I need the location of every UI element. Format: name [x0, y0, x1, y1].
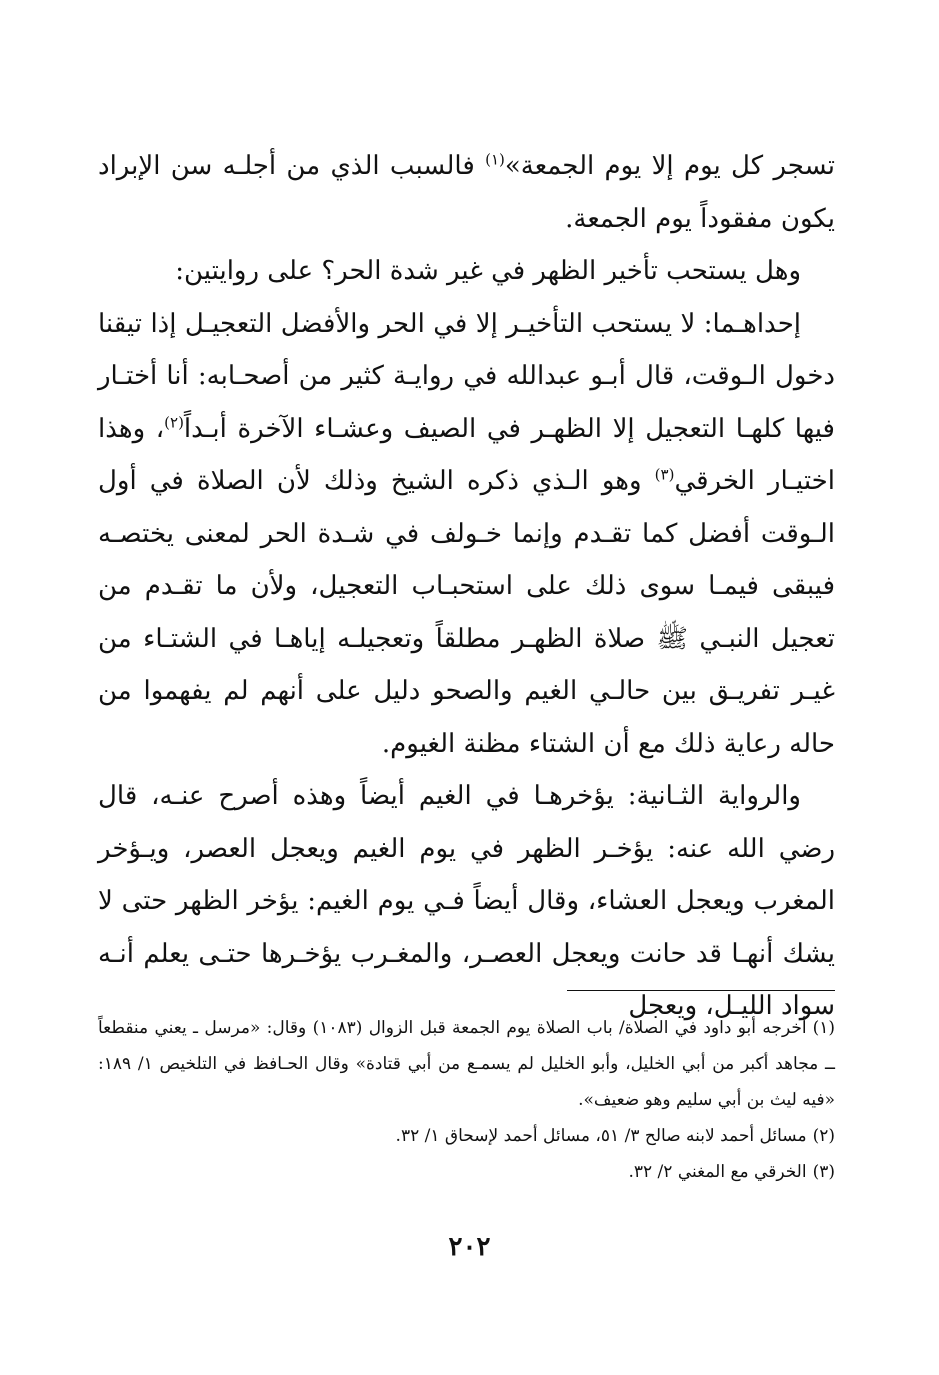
paragraph-3 [98, 298, 835, 771]
page-number: ٢٠٢ [448, 1232, 491, 1262]
main-text [98, 140, 835, 1033]
footnote-separator [567, 990, 835, 991]
footnotes [98, 1010, 835, 1190]
paragraph-3-text-c: وهو الـذي ذكره الشيخ وذلك لأن الصلاة في أول الـوقت أفضل كما تقـدم وإنما خـولف في شـدة الحر لمعنى يختصـه فيبقى فيمـا سوى ذلك على استحبـاب التعجيل، ولأن ما تقـدم من تعجيل النبـي ﷺ صلاة الظهـر مطلقاً وتعجيلـه إياهـا في الشتـاء من غيـر تفريـق بين حالـي الغيم والصحو دليل على أنهم لم يفهموا من حاله رعاية ذلك مع أن الشتاء مظنة الغيوم. [98, 466, 835, 759]
paragraph-3-text-a: إحداهـما: لا يستحب التأخيـر إلا في الحر والأفضل التعجيـل إذا تيقنا دخول الـوقت، قال أبـو عبدالله في روايـة كثير من أصحـابه: أنا أختـار فيها كلهـا التعجيل إلا الظهـر في الصيف وعشـاء الآخرة أبـداً [98, 308, 835, 444]
footnote-3 [98, 1154, 835, 1190]
footnote-2 [98, 1118, 835, 1154]
paragraph-1-text-b: فالسبب الذي من أجلـه سن الإبراد يكون مفقوداً يوم الجمعة. [98, 151, 835, 234]
paragraph-3-text-b: ، وهذا اختيـار الخرقي [98, 413, 835, 496]
footnote-text: مسائل أحمد لابنه صالح ٣/ ٥١، مسائل أحمد لإسحاق ١/ ٣٢. [395, 1126, 807, 1146]
paragraph-4: والرواية الثـانية: يؤخرهـا في الغيم أيضاً وهذه أصرح عنـه، قال رضي الله عنه: يؤخـر الظهر في يوم الغيم ويعجل العصر، ويـؤخر المغرب ويعجل العشاء، وقال أيضاً فـي يوم الغيم: يؤخر الظهر حتى لا يشك أنهـا قد حانت ويعجل العصـر، والمغـرب يؤخـرها حتـى يعلم أنـه سواد الليـل، ويعجل [98, 781, 836, 1021]
footnote-text: أخرجه أبو داود في الصلاة/ باب الصلاة يوم الجمعة قبل الزوال (١٠٨٣) وقال: «مرسل ـ يعني منقطعاً ــ مجاهد أكبر من أبي الخليل، وأبو الخليل لم يسمـع من أبي قتادة» وقال الحـافظ في التلخيص ١/ ١٨٩: «فيه ليث بن أبي سليم وهو ضعيف». [98, 1018, 835, 1110]
paragraph-2: وهل يستحب تأخير الظهر في غير شدة الحر؟ على روايتين: [175, 256, 801, 286]
footnote-ref-2: (٢) [164, 412, 184, 431]
footnote-number: (١) [812, 1018, 835, 1038]
footnote-ref-3: (٣) [654, 465, 675, 484]
footnote-ref-1: (١) [485, 150, 505, 169]
footnote-1 [98, 1010, 835, 1118]
footnote-number: (٣) [812, 1162, 835, 1182]
paragraph-1 [98, 140, 835, 245]
paragraph-1-text-a: تسجر كل يوم إلا يوم الجمعة» [504, 151, 835, 181]
footnote-text: الخرقي مع المغني ٢/ ٣٢. [628, 1162, 807, 1182]
footnote-number: (٢) [812, 1126, 835, 1146]
